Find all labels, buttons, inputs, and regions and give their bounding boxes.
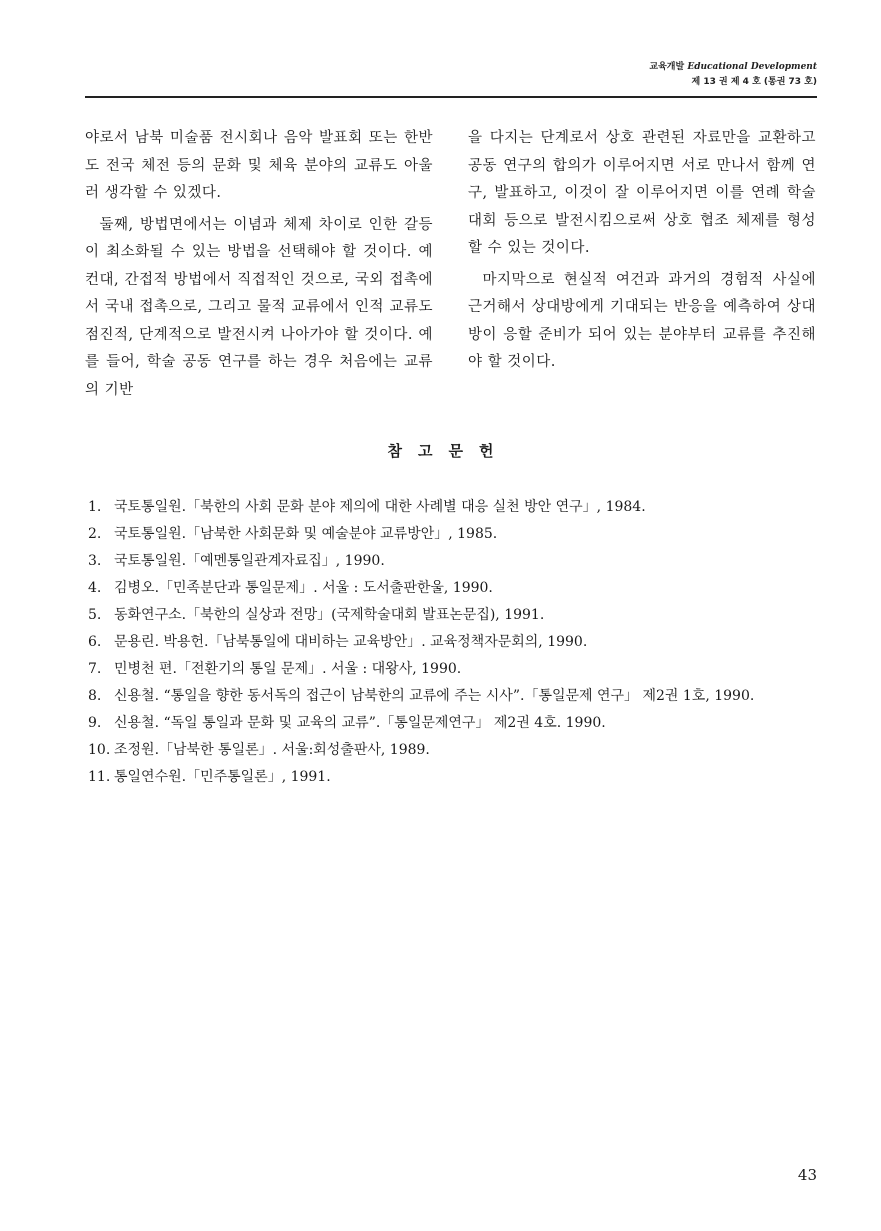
reference-item [88, 629, 818, 656]
reference-text: 통일연수원.「민주통일론」, 1991. [114, 769, 331, 785]
reference-item [88, 575, 818, 602]
reference-number: 5. [88, 607, 102, 623]
reference-text: 국토통일원.「남북한 사회문화 및 예술분야 교류방안」, 1985. [114, 526, 498, 542]
reference-number: 7. [88, 661, 102, 677]
reference-number: 4. [88, 580, 102, 596]
reference-text: 문용린. 박용헌.「남북통일에 대비하는 교육방안」. 교육정책자문회의, 1990. [114, 634, 588, 650]
left-column [85, 125, 433, 404]
page-number: 43 [797, 1166, 817, 1184]
journal-title [649, 60, 817, 75]
reference-text: 동화연구소.「북한의 실상과 전망」(국제학술대회 발표논문집), 1991. [114, 607, 545, 623]
reference-item [88, 683, 818, 710]
reference-number: 8. [88, 688, 102, 704]
reference-text: 신용철. “통일을 향한 동서독의 접근이 남북한의 교류에 주는 시사”.「통일문제 연구」 제2권 1호, 1990. [114, 688, 755, 704]
right-column [468, 125, 816, 377]
reference-number: 6. [88, 634, 102, 650]
reference-text: 신용철. “독일 통일과 문화 및 교육의 교류”.「통일문제연구」 제2권 4호. 1990. [114, 715, 606, 731]
reference-number: 11. [88, 769, 111, 785]
reference-item [88, 737, 818, 764]
reference-number: 2. [88, 526, 102, 542]
journal-header [649, 60, 817, 90]
reference-number: 9. [88, 715, 102, 731]
paragraph: 야로서 남북 미술품 전시회나 음악 발표회 또는 한반도 전국 체전 등의 문화 및 체육 분야의 교류도 아울러 생각할 수 있겠다. [85, 130, 433, 201]
reference-number: 3. [88, 553, 102, 569]
references-heading: 참고문헌 [387, 442, 510, 460]
reference-item [88, 494, 818, 521]
paragraph: 마지막으로 현실적 여건과 과거의 경험적 사실에 근거해서 상대방에게 기대되는 반응을 예측하여 상대방이 응할 준비가 되어 있는 분야부터 교류를 추진해야 할 것이다. [468, 271, 816, 370]
journal-title-en: Educational Development [687, 62, 817, 72]
paragraph: 둘째, 방법면에서는 이념과 체제 차이로 인한 갈등이 최소화될 수 있는 방법을 선택해야 할 것이다. 예컨대, 간접적 방법에서 직접적인 것으로, 국외 접촉에서 국내 접촉으로, 그리고 물적 교류에서 인적 교류도 점진적, 단계적으로 발전시켜 나아가야 할 것이다. 예를 들어, 학술 공동 연구를 하는 경우 처음에는 교류의 기반 [85, 216, 433, 398]
reference-number: 1. [88, 499, 102, 515]
journal-title-ko: 교육개발 [649, 62, 685, 72]
reference-text: 조정원.「남북한 통일론」. 서울:회성출판사, 1989. [114, 742, 430, 758]
reference-item [88, 710, 818, 737]
reference-text: 국토통일원.「예멘통일관계자료집」, 1990. [114, 553, 385, 569]
reference-number: 10. [88, 742, 111, 758]
references-list [88, 494, 818, 791]
reference-item [88, 602, 818, 629]
reference-item [88, 548, 818, 575]
header-rule [85, 96, 817, 98]
reference-text: 민병천 편.「전환기의 통일 문제」. 서울 : 대왕사, 1990. [114, 661, 462, 677]
journal-volume: 제 13 권 제 4 호 (통권 73 호) [691, 77, 817, 87]
reference-item [88, 521, 818, 548]
reference-text: 김병오.「민족분단과 통일문제」. 서울 : 도서출판한울, 1990. [114, 580, 493, 596]
reference-text: 국토통일원.「북한의 사회 문화 분야 제의에 대한 사례별 대응 실천 방안 연구」, 1984. [114, 499, 646, 515]
reference-item [88, 656, 818, 683]
reference-item [88, 764, 818, 791]
paragraph: 을 다지는 단계로서 상호 관련된 자료만을 교환하고 공동 연구의 합의가 이루어지면 서로 만나서 함께 연구, 발표하고, 이것이 잘 이루어지면 이를 연례 학술 대회 등으로 발전시킴으로써 상호 협조 체제를 형성할 수 있는 것이다. [468, 130, 816, 256]
